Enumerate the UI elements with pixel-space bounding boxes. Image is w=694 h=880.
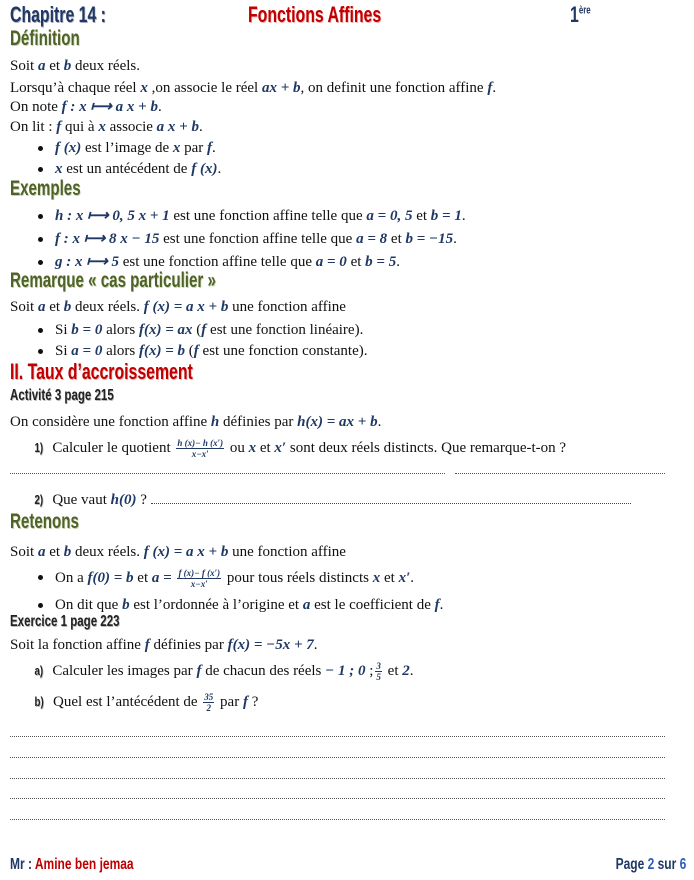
text: Soit (10, 544, 38, 560)
text: est l’image de (81, 140, 173, 156)
math-expression: b (122, 597, 130, 613)
text: On a (55, 569, 88, 586)
numbered-question (33, 491, 631, 509)
fraction-denominator: x−x′ (191, 449, 209, 459)
math-expression: f : x ⟼ a x + b (61, 99, 158, 115)
math-expression: a (37, 544, 46, 560)
math-expression: f (x) (55, 140, 82, 156)
text: définies par (219, 414, 298, 430)
text: une fonction affine (228, 544, 346, 560)
math-expression: x (140, 80, 148, 96)
text: associe (105, 119, 157, 135)
math-expression: x (55, 161, 63, 177)
text: Soit (10, 299, 38, 315)
text: et (412, 208, 431, 224)
math-expression: f(0) = b (87, 569, 134, 586)
text: Quel est l’antécédent de (49, 693, 202, 710)
page-word: Page (615, 856, 648, 873)
text: une fonction affine (228, 299, 346, 315)
answer-line (10, 756, 665, 758)
text: Que vaut (48, 492, 111, 508)
author-name: Amine ben jemaa (34, 856, 134, 873)
text: On dit que (55, 597, 123, 613)
paragraph (10, 413, 381, 431)
text: . (198, 119, 203, 135)
text: alors (102, 322, 139, 338)
answer-line (10, 797, 665, 799)
bullet-item (55, 596, 443, 614)
bullet-icon (38, 167, 43, 172)
math-expression: b (63, 544, 72, 560)
math-expression: a = 8 (356, 231, 388, 247)
text: et (256, 439, 275, 456)
bullet-icon (38, 575, 43, 580)
footer-author (10, 856, 134, 874)
heading-text: Définition (10, 27, 80, 50)
fraction-numerator: f (x)− f (x′) (178, 568, 221, 578)
paragraph (10, 98, 162, 116)
math-expression: f (201, 322, 207, 338)
text: , on definit une fonction affine (300, 80, 488, 96)
chapter-number: Chapitre 14 : (10, 2, 106, 27)
level-suffix: ère (578, 4, 591, 17)
heading-text: Remarque « cas particulier » (10, 269, 216, 292)
text: définies par (149, 637, 228, 653)
question-number: 1) (34, 439, 44, 455)
answer-line (10, 777, 665, 779)
text: est une fonction affine telle que (119, 254, 316, 270)
text: ou (226, 439, 249, 456)
text: . (157, 99, 162, 115)
bullet-item (55, 321, 363, 339)
bullet-icon (38, 146, 43, 151)
page-current: 2 (647, 856, 654, 873)
math-expression: b (63, 58, 72, 74)
class-level (570, 2, 591, 28)
text: On note (10, 99, 62, 115)
text: . (410, 569, 415, 586)
math-expression: a x + b (156, 119, 199, 135)
math-expression: f (207, 140, 213, 156)
text: Si (55, 343, 72, 359)
text: deux réels. (71, 299, 144, 315)
section-heading (10, 613, 162, 631)
chapter-title: Fonctions Affines (248, 2, 382, 27)
text: Lorsqu’à chaque réel (10, 80, 141, 96)
math-expression: x (248, 439, 257, 456)
fraction (176, 438, 224, 459)
bullet-item (55, 160, 221, 178)
text: Calculer les images par (48, 662, 197, 679)
answer-line (151, 491, 631, 504)
text: et (133, 569, 152, 586)
text: ( (192, 322, 202, 338)
math-expression: f (193, 343, 199, 359)
bullet-icon (38, 328, 43, 333)
text: ; (365, 662, 374, 679)
answer-line-segment (455, 472, 665, 474)
text: ? (136, 492, 151, 508)
text: qui à (61, 119, 99, 135)
math-expression: f(x) = b (139, 343, 186, 359)
bullet-icon (38, 237, 43, 242)
numbered-question (33, 661, 413, 682)
text: par (216, 693, 243, 710)
math-expression: 2 (402, 662, 410, 679)
text: Soit (10, 58, 38, 74)
bullet-item (55, 230, 457, 248)
math-expression: f (x) = a x + b (143, 544, 229, 560)
bullet-icon (38, 260, 43, 265)
text: par (180, 140, 208, 156)
fraction-denominator: x−x′ (190, 579, 208, 589)
text: . (461, 208, 466, 224)
bullet-item (55, 207, 466, 225)
math-expression: a = 0 (71, 343, 103, 359)
question-number: b) (34, 693, 44, 709)
math-expression: f(x) = −5x + 7 (227, 637, 314, 653)
math-expression: h (210, 414, 220, 430)
heading-text: II. Taux d’accroissement (10, 359, 193, 384)
text: . (453, 231, 457, 247)
math-expression: b = 1 (430, 208, 462, 224)
math-expression: f (434, 597, 440, 613)
section-heading (10, 510, 106, 533)
math-expression: b (63, 299, 72, 315)
section-heading (10, 387, 154, 405)
level-number: 1 (570, 2, 579, 27)
text: et (387, 231, 406, 247)
math-expression: f (242, 693, 248, 710)
text: alors (102, 343, 139, 359)
text: et (45, 299, 64, 315)
math-expression: h(x) = ax + b (297, 414, 378, 430)
text: et (45, 544, 64, 560)
answer-line (10, 818, 665, 820)
text: . (396, 254, 400, 270)
text: et (45, 58, 64, 74)
text: . (492, 80, 497, 96)
heading-text: Activité 3 page 215 (10, 387, 114, 404)
fraction (177, 568, 221, 589)
math-expression: h : x ⟼ 0, 5 x + 1 (55, 208, 170, 224)
text: Si (55, 322, 72, 338)
text: . (313, 637, 318, 653)
math-expression: x (172, 140, 181, 156)
math-expression: a = (151, 569, 176, 586)
text: est un antécédent de (62, 161, 192, 177)
question-number: 2) (34, 492, 44, 507)
footer-page-number (615, 856, 686, 874)
text: On lit : (10, 119, 57, 135)
fraction (375, 661, 382, 682)
math-expression: a (37, 299, 46, 315)
math-expression: − 1 ; 0 (325, 662, 366, 679)
paragraph (10, 79, 496, 97)
text: ,on associe le réel (147, 80, 262, 96)
section-heading (10, 177, 108, 200)
text: sont deux réels distincts. Que remarque-t-on ? (286, 439, 567, 456)
text: . (212, 140, 216, 156)
fraction-numerator: h (x)− h (x′) (177, 438, 224, 448)
author-prefix: Mr : (10, 856, 35, 873)
text: deux réels. (71, 544, 144, 560)
text: est le coefficient de (310, 597, 435, 613)
text: Soit la fonction affine (10, 637, 145, 653)
math-expression: f (487, 80, 493, 96)
paragraph (10, 298, 346, 316)
math-expression: f (196, 662, 202, 679)
heading-text: Exercice 1 page 223 (10, 613, 120, 630)
math-expression: a = 0 (315, 254, 347, 270)
heading-text: Retenons (10, 510, 79, 533)
text: Calculer le quotient (48, 439, 175, 456)
question-number: a) (34, 662, 44, 678)
section-heading (10, 269, 296, 292)
bullet-item (55, 568, 414, 589)
math-expression: f : x ⟼ 8 x − 15 (55, 231, 160, 247)
text: de chacun des réels (201, 662, 326, 679)
text: . (377, 414, 382, 430)
section-heading (10, 359, 264, 384)
math-expression: x (98, 119, 106, 135)
math-expression: b = 0 (71, 322, 103, 338)
math-expression: h(0) (110, 492, 137, 508)
text: est une fonction affine telle que (169, 208, 367, 224)
paragraph (10, 543, 346, 561)
math-expression: x′ (274, 439, 287, 456)
text: ? (247, 693, 259, 710)
text: et (383, 662, 403, 679)
bullet-item (55, 139, 216, 157)
page-sep: sur (653, 856, 680, 873)
text: est une fonction constante). (198, 343, 368, 359)
bullet-icon (38, 603, 43, 608)
math-expression: b = −15 (405, 231, 454, 247)
text: est une fonction affine telle que (159, 231, 357, 247)
math-expression: ax + b (261, 80, 301, 96)
text: On considère une fonction affine (10, 414, 211, 430)
math-expression: a (37, 58, 46, 74)
math-expression: b = 5 (365, 254, 397, 270)
math-expression: g : x ⟼ 5 (55, 254, 119, 270)
heading-text: Exemples (10, 177, 81, 200)
math-expression: f (x) = a x + b (143, 299, 229, 315)
numbered-question (33, 438, 566, 459)
text: deux réels. (71, 58, 140, 74)
text: est une fonction linéaire). (206, 322, 364, 338)
text: et (346, 254, 366, 270)
fraction-denominator: 5 (376, 672, 381, 682)
text: pour tous réels distincts (223, 569, 373, 586)
text: . (409, 662, 414, 679)
fraction-numerator: 35 (204, 692, 214, 702)
math-expression: f (144, 637, 150, 653)
text: est l’ordonnée à l’origine et (129, 597, 303, 613)
bullet-icon (38, 214, 43, 219)
text: . (439, 597, 444, 613)
text: et (380, 569, 399, 586)
math-expression: a (302, 597, 311, 613)
answer-line-segment (10, 472, 445, 474)
fraction (203, 692, 214, 713)
paragraph (10, 636, 318, 654)
answer-line (10, 735, 665, 737)
math-expression: x (372, 569, 381, 586)
bullet-icon (38, 349, 43, 354)
numbered-question (33, 692, 258, 713)
paragraph (10, 57, 140, 75)
math-expression: f (x) (191, 161, 218, 177)
math-expression: f (56, 119, 62, 135)
math-expression: a = 0, 5 (366, 208, 413, 224)
paragraph (10, 118, 203, 136)
fraction-numerator: 3 (376, 661, 381, 671)
math-expression: f(x) = ax (139, 322, 193, 338)
text: . (217, 161, 222, 177)
math-expression: x′ (398, 569, 411, 586)
page-total: 6 (679, 856, 686, 873)
section-heading (10, 27, 107, 50)
fraction-denominator: 2 (206, 703, 212, 713)
bullet-item (55, 342, 368, 360)
text: ( (185, 343, 194, 359)
